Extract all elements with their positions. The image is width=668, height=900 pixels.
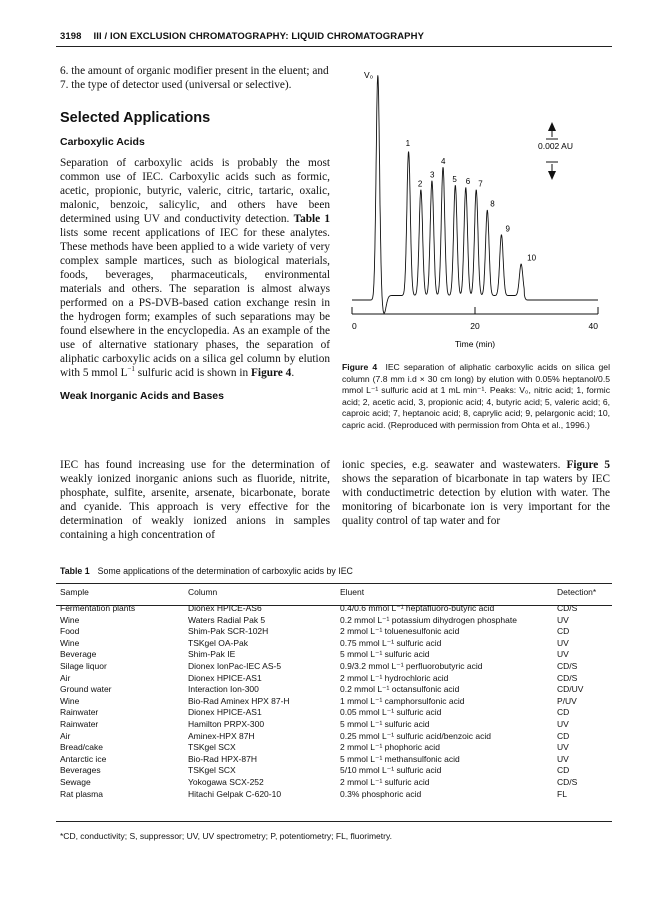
table-cell: Antarctic ice xyxy=(60,753,107,764)
table-row xyxy=(60,661,610,673)
table-cell: Fermentation plants xyxy=(60,603,136,613)
peak-label: 4 xyxy=(441,156,446,166)
applications-table xyxy=(60,587,610,800)
subsection-title-weak-inorganic: Weak Inorganic Acids and Bases xyxy=(60,390,224,402)
peak-label: 5 xyxy=(452,174,457,184)
table-cell: 0.75 mmol L⁻¹ sulfuric acid xyxy=(340,637,442,648)
column-header-sample: Sample xyxy=(60,587,89,597)
column-header-column: Column xyxy=(188,587,218,597)
left-column xyxy=(60,64,330,410)
table-cell: Bio-Rad HPX-87H xyxy=(188,753,257,764)
table-row xyxy=(60,765,610,777)
table-cell: TSKgel SCX xyxy=(188,742,236,753)
table-cell: Ground water xyxy=(60,684,112,695)
figure-4-caption xyxy=(342,362,610,432)
table-top-rule xyxy=(56,583,612,584)
figure-caption-text: IEC separation of aliphatic carboxylic acids on silica gel column (7.8 mm i.d × 30 cm long) by elution with 0.05% heptanol/0.5 mmol L⁻¹ sulfuric acid at 1 mL min⁻¹. Peaks: V₀, nitric acid; 1, formic acid; 2, acetic acid, 3, propionic acid; 4, butyric acid; 5, valeric acid; 6, caproic acid; 7, heptanoic acid; 8, caprylic acid; 9, pelargonic acid; 10, capric acid. (Reproduced with permission from Ohta et al., 1996.) xyxy=(342,362,610,430)
peak-label: 1 xyxy=(405,139,411,148)
table-cell: Dionex HPICE-AS1 xyxy=(188,672,262,683)
table-row xyxy=(60,719,610,731)
column-header-eluent: Eluent xyxy=(340,587,365,597)
table-1-caption xyxy=(60,566,353,576)
section-title: Selected Applications xyxy=(60,110,211,126)
table-row xyxy=(60,673,610,685)
table-cell: CD/UV xyxy=(557,684,584,695)
table-cell: 2 mmol L⁻¹ phophoric acid xyxy=(340,742,440,753)
x-tick-label: 40 xyxy=(588,321,598,331)
table-row xyxy=(60,638,610,650)
table-cell: CD xyxy=(557,707,570,718)
figure-caption-label: Figure 4 xyxy=(342,362,378,372)
paragraph-bicarbonate: ionic species, e.g. seawater and wastewaters. Figure 5 shows the separation of bicarbonate in tap waters by IEC with conductimetric detection by elution with water. The monitoring of bicarbonate ion is very important for the quality control of tap water and for xyxy=(342,459,610,527)
table-cell: 0.4/0.6 mmol L⁻¹ heptafluoro-butyric acid xyxy=(340,603,495,613)
table-cell: CD xyxy=(557,730,570,741)
table-row xyxy=(60,789,610,801)
table-cell: Interaction Ion-300 xyxy=(188,684,259,695)
column-header-detection: Detection* xyxy=(557,587,597,597)
table-row xyxy=(60,601,610,615)
running-title: III / ION EXCLUSION CHROMATOGRAPHY: LIQUID CHROMATOGRAPHY xyxy=(93,31,425,42)
table-cell: 0.05 mmol L⁻¹ sulfuric acid xyxy=(340,707,442,718)
table-cell: UV xyxy=(557,718,569,729)
table-bottom-rule xyxy=(56,821,612,822)
table-1-reference[interactable]: Table 1 xyxy=(293,213,330,225)
figure-4-chromatogram xyxy=(338,62,610,362)
table-row xyxy=(60,684,610,696)
table-cell: 0.3% phosphoric acid xyxy=(340,788,422,799)
table-cell: Bread/cake xyxy=(60,742,103,753)
table-cell: CD/S xyxy=(557,660,578,671)
table-row xyxy=(60,742,610,754)
table-cell: Hamilton PRPX-300 xyxy=(188,718,265,729)
table-cell: Shim-Pak IE xyxy=(188,649,236,660)
table-cell: Bio-Rad Aminex HPX 87-H xyxy=(188,695,290,706)
table-cell: CD/S xyxy=(557,672,578,683)
table-cell: Beverages xyxy=(60,765,101,776)
x-tick-label: 20 xyxy=(470,321,480,331)
list-item: 7. the type of detector used (universal or selective). xyxy=(60,79,292,91)
table-cell: 2 mmol L⁻¹ toluenesulfonic acid xyxy=(340,626,460,637)
table-cell: Rainwater xyxy=(60,718,99,729)
figure-5-reference[interactable]: Figure 5 xyxy=(566,459,610,471)
figure-4-reference[interactable]: Figure 4 xyxy=(251,367,292,379)
header-rule xyxy=(56,46,612,47)
table-caption-label: Table 1 xyxy=(60,566,90,576)
table-cell: 5 mmol L⁻¹ sulfuric acid xyxy=(340,718,430,729)
x-tick-label: 0 xyxy=(352,321,357,331)
table-cell: FL xyxy=(557,788,567,799)
table-footnote: *CD, conductivity; S, suppressor; UV, UV spectrometry; P, potentiometry; FL, fluorimetry. xyxy=(60,831,392,841)
running-head xyxy=(60,31,610,42)
table-cell: 1 mmol L⁻¹ camphorsulfonic acid xyxy=(340,695,465,706)
paragraph-weak-inorganic: IEC has found increasing use for the determination of weakly ionized inorganic anions such as fluoride, nitrite, phosphate, sulfite, arsenite, arsenate, bicarbonate, borate and cyanide. This approach is very effective for the determination of weakly ionized anions in samples containing a high concentration of xyxy=(60,459,330,541)
table-cell: Wine xyxy=(60,695,80,706)
table-cell: Rat plasma xyxy=(60,788,103,799)
table-cell: UV xyxy=(557,742,569,753)
table-cell: 5 mmol L⁻¹ sulfuric acid xyxy=(340,649,430,660)
peak-label: 10 xyxy=(527,253,537,263)
table-cell: UV xyxy=(557,649,569,660)
scale-arrow-down-icon xyxy=(548,171,556,180)
table-cell: Sewage xyxy=(60,776,91,787)
table-cell: Silage liquor xyxy=(60,660,107,671)
peak-label: 3 xyxy=(429,170,435,180)
bottom-left-column xyxy=(60,458,330,542)
table-cell: Waters Radial Pak 5 xyxy=(188,614,266,625)
peak-label: 9 xyxy=(505,224,510,234)
table-row xyxy=(60,615,610,627)
table-cell: Air xyxy=(60,730,71,741)
table-row xyxy=(60,731,610,743)
table-cell: Yokogawa SCX-252 xyxy=(188,776,264,787)
table-row xyxy=(60,696,610,708)
table-cell: TSKgel OA-Pak xyxy=(188,637,248,648)
table-cell: P/UV xyxy=(557,695,577,706)
table-cell: Air xyxy=(60,672,71,683)
table-cell: Wine xyxy=(60,614,80,625)
table-cell: 0.9/3.2 mmol L⁻¹ perfluorobutyric acid xyxy=(340,660,483,671)
table-cell: 0.2 mmol L⁻¹ potassium dihydrogen phosphate xyxy=(340,614,517,625)
bottom-right-column xyxy=(342,458,610,528)
peak-label: 8 xyxy=(490,199,495,209)
table-cell: 5 mmol L⁻¹ methansulfonic acid xyxy=(340,753,460,764)
table-cell: 0.2 mmol L⁻¹ octansulfonic acid xyxy=(340,684,460,695)
peak-label-v0: V₀ xyxy=(364,70,374,80)
table-cell: 5/10 mmol L⁻¹ sulfuric acid xyxy=(340,765,442,776)
peak-label: 2 xyxy=(417,179,423,189)
table-row xyxy=(60,777,610,789)
table-cell: Wine xyxy=(60,637,80,648)
table-row xyxy=(60,626,610,638)
table-cell: Rainwater xyxy=(60,707,99,718)
table-cell: UV xyxy=(557,614,569,625)
peak-label: 6 xyxy=(465,177,471,186)
table-cell: UV xyxy=(557,753,569,764)
table-cell: Food xyxy=(60,626,80,637)
table-cell: CD/S xyxy=(557,603,578,613)
paragraph-carboxylic: Separation of carboxylic acids is probably the most common use of IEC. Carboxylic acids such as formic, acetic, propionic, butyric, valeric, citric, tartaric, oxalic, malonic, benzoic, salicylic, and others have been determined using UV and conductivity detection. Table 1 lists some recent applications of IEC for these analytes. These methods have been applied to a wide variety of very complex sample martices, such as biological materials, foods, beverages, pharmaceuticals, environmental materials and others. The separation is almost always performed on a PS-DVB-based cation exchange resin in the hydrogen form; examples of such separations may be found elsewhere in the encyclopedia. As an example of the use of alternative stationary phases, the separation of aliphatic carboxylic acids on a silica gel column by elution with 5 mmol $L^{-1}$ sulfuric acid is shown in Figure 4. xyxy=(60,157,330,379)
table-cell: CD xyxy=(557,765,570,776)
table-cell: Shim-Pak SCR-102H xyxy=(188,626,269,637)
table-cell: Hitachi Gelpak C-620-10 xyxy=(188,788,282,799)
table-row xyxy=(60,707,610,719)
table-cell: Dionex IonPac-IEC AS-5 xyxy=(188,660,282,671)
chromatogram-trace xyxy=(352,75,598,313)
scale-arrow-up-icon xyxy=(548,122,556,131)
table-cell: Dionex HPICE-AS1 xyxy=(188,707,262,718)
table-caption-text: Some applications of the determination of carboxylic acids by IEC xyxy=(97,566,353,576)
table-cell: Aminex-HPX 87H xyxy=(188,730,255,741)
table-cell: 0.25 mmol L⁻¹ sulfuric acid/benzoic acid xyxy=(340,730,491,741)
table-cell: UV xyxy=(557,637,569,648)
table-cell: 2 mmol L⁻¹ hydrochloric acid xyxy=(340,672,449,683)
table-cell: Dionex HPICE-AS6 xyxy=(188,603,262,613)
subsection-title-carboxylic: Carboxylic Acids xyxy=(60,136,145,148)
peak-label: 7 xyxy=(478,179,483,189)
page-number: 3198 xyxy=(60,31,82,42)
scale-bar-label: 0.002 AU xyxy=(538,141,573,151)
table-row xyxy=(60,649,610,661)
table-row xyxy=(60,754,610,766)
scale-bar xyxy=(546,126,558,176)
table-cell: CD xyxy=(557,626,570,637)
table-cell: Beverage xyxy=(60,649,97,660)
table-cell: 2 mmol L⁻¹ sulfuric acid xyxy=(340,776,430,787)
table-cell: TSKgel SCX xyxy=(188,765,236,776)
x-axis-label: Time (min) xyxy=(454,339,496,349)
list-item: 6. the amount of organic modifier present in the eluent; and xyxy=(60,65,329,77)
table-cell: CD/S xyxy=(557,776,578,787)
